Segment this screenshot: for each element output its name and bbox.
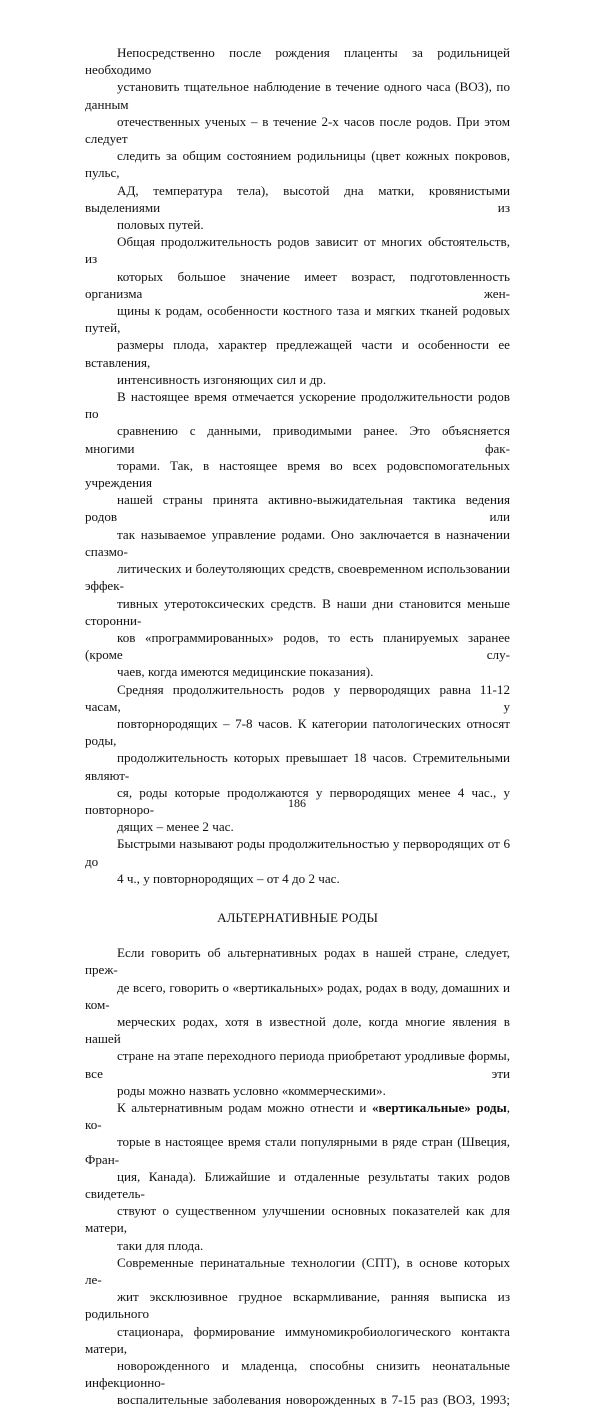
text-line: ствуют о существенном улучшении основных показателей как для матери, [85,1203,510,1236]
text-line: мерческих родах, хотя в известной доле, когда многие явления в нашей [85,1013,510,1047]
text-line: Общая продолжительность родов зависит от многих обстоятельств, из [85,234,510,267]
paragraph-3 [85,388,510,680]
text-line: стационара, формирование иммуномикробиологического контакта матери, [85,1323,510,1356]
text-line: дящих – менее 2 час. [117,819,234,835]
text-line: установить тщательное наблюдение в течение одного часа (ВОЗ), по данным [85,79,510,112]
text-line: которых большое значение имеет возраст, подготовленность организма жен- [85,268,510,301]
paragraph-alt-2 [85,1099,510,1254]
text-line: Если говорить об альтернативных родах в нашей стране, следует, преж- [85,945,510,978]
page-number: 186 [288,796,306,810]
text-line: ция, Канада). Ближайшие и отдаленные результаты таких родов свидетель- [85,1168,510,1201]
text-line: чаев, когда имеются медицинские показания). [117,664,374,680]
paragraph-alt-3 [85,1254,510,1409]
text-line: повторнородящих – 7-8 часов. К категории патологических относят роды, [85,715,510,749]
text-line: так называемое управление родами. Оно заключается в назначении спазмо- [85,526,510,559]
text-segment: К альтернативным родам можно отнести и [117,1099,372,1115]
section-heading: АЛЬТЕРНАТИВНЫЕ РОДЫ [217,909,378,925]
text-line: литических и болеутоляющих средств, своевременном использовании эффек- [85,561,510,594]
text-line: стране на этапе переходного периода приобретают уродливые формы, все эти [85,1048,510,1081]
text-line [85,1099,510,1133]
page-content [85,44,510,1409]
text-line: В настоящее время отмечается ускорение продолжительности родов по [85,389,510,422]
text-line: размеры плода, характер предлежащей части и особенности ее вставления, [85,337,510,370]
bold-term: «вертикальные» роды [371,1099,507,1115]
paragraph-2 [85,233,510,388]
text-line: жит эксклюзивное грудное вскармливание, ранняя выписка из родильного [85,1289,510,1322]
text-line: торами. Так, в настоящее время во всех родовспомогательных учреждения [85,457,510,491]
text-line: роды можно назвать условно «коммерческими». [117,1082,386,1098]
text-line: тивных утеротоксических средств. В наши дни становится меньше сторонни- [85,595,510,628]
text-line: Средняя продолжительность родов у первородящих равна 11-12 часам, у [85,681,510,714]
text-segment: , ко- [85,1099,510,1133]
text-line: воспалительные заболевания новорожденных в 7-15 раз (ВОЗ, 1993; [117,1392,510,1408]
text-line: щины к родам, особенности костного таза и мягких тканей родовых путей, [85,303,510,336]
text-line: нашей страны принята активно-выжидательная тактика ведения родов или [85,492,510,525]
text-line: АД, температура тела), высотой дна матки, кровянистыми выделениями из [85,182,510,215]
text-line: таки для плода. [117,1237,204,1253]
text-line: продолжительность которых превышает 18 часов. Стремительными являют- [85,750,510,783]
text-line: половых путей. [117,217,204,233]
text-line: Непосредственно после рождения плаценты за родильницей необходимо [85,45,510,78]
text-line: интенсивность изгоняющих сил и др. [117,371,327,387]
paragraph-1 [85,44,510,233]
text-line: ся, роды которые продолжаются у первородящих менее 4 час., у повторноро- [85,784,510,817]
text-line: торые в настоящее время стали популярными в ряде стран (Швеция, Фран- [85,1134,510,1167]
text-line: новорожденного и младенца, способны снизить неонатальные инфекционно- [85,1358,510,1391]
text-line: следить за общим состоянием родильницы (цвет кожных покровов, пульс, [85,148,510,181]
text-line: Быстрыми называют роды продолжительностью у первородящих от 6 до [85,836,510,869]
text-line: отечественных ученых – в течение 2-х часов после родов. При этом следует [85,113,510,147]
text-line: 4 ч., у повторнородящих – от 4 до 2 час. [117,870,340,886]
text-line: Современные перинатальные технологии (СПТ), в основе которых ле- [85,1254,510,1288]
text-line: сравнению с данными, приводимыми ранее. Это объясняется многими фак- [85,423,510,456]
paragraph-5 [85,835,510,887]
text-line: де всего, говорить о «вертикальных» родах, родах в воду, домашних и ком- [85,979,510,1012]
paragraph-alt-1 [85,944,510,1099]
text-line: ков «программированных» родов, то есть планируемых заранее (кроме слу- [85,629,510,663]
